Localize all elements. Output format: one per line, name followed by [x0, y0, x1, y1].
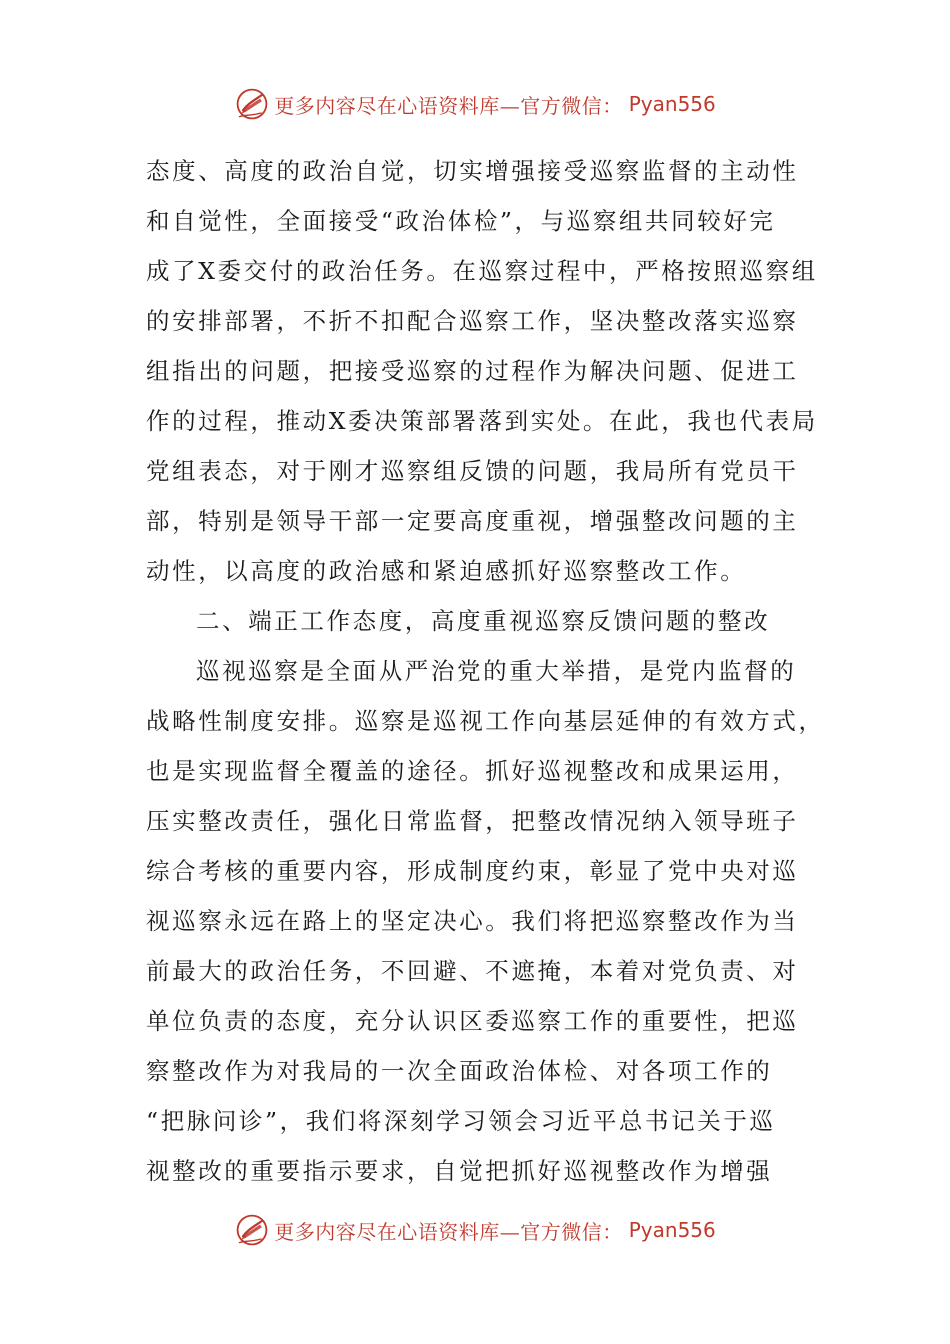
- body-line: 态度、高度的政治自觉，切实增强接受巡察监督的主动性: [146, 157, 799, 185]
- footer-wechat-id: Pyan556: [628, 1218, 716, 1242]
- body-line: 视巡察永远在路上的坚定决心。我们将把巡察整改作为当: [146, 907, 799, 935]
- body-line: 单位负责的态度，充分认识区委巡察工作的重要性，把巡: [146, 1007, 799, 1035]
- body-line: 察整改作为对我局的一次全面政治体检、对各项工作的: [146, 1057, 773, 1085]
- header-banner: [0, 84, 950, 124]
- body-line: 部，特别是领导干部一定要高度重视，增强整改问题的主: [146, 507, 799, 535]
- body-line: 也是实现监督全覆盖的途径。抓好巡视整改和成果运用，: [146, 757, 799, 785]
- pen-logo-icon: [234, 1212, 270, 1248]
- header-banner-text: 更多内容尽在心语资料库—官方微信：: [274, 93, 623, 118]
- paragraph-first-line: 巡视巡察是全面从严治党的重大举措，是党内监督的: [196, 657, 797, 685]
- body-line: 作的过程，推动X委决策部署落到实处。在此，我也代表局: [146, 407, 818, 435]
- footer-banner: [0, 1210, 950, 1250]
- body-line: 的安排部署，不折不扣配合巡察工作，坚决整改落实巡察: [146, 307, 799, 335]
- footer-banner-text: 更多内容尽在心语资料库—官方微信：: [274, 1219, 623, 1244]
- pen-logo-icon: [234, 86, 270, 122]
- body-line: 战略性制度安排。巡察是巡视工作向基层延伸的有效方式，: [146, 707, 825, 735]
- body-line: “把脉问诊”，我们将深刻学习领会习近平总书记关于巡: [146, 1107, 776, 1135]
- body-line: 组指出的问题，把接受巡察的过程作为解决问题、促进工: [146, 357, 799, 385]
- body-line: 综合考核的重要内容，形成制度约束，彰显了党中央对巡: [146, 857, 799, 885]
- header-wechat-id: Pyan556: [628, 92, 716, 116]
- body-line: 党组表态，对于刚才巡察组反馈的问题，我局所有党员干: [146, 457, 799, 485]
- body-line: 成了X委交付的政治任务。在巡察过程中，严格按照巡察组: [146, 257, 818, 285]
- body-line: 视整改的重要指示要求，自觉把抓好巡视整改作为增强: [146, 1157, 773, 1185]
- document-body: [146, 146, 825, 1196]
- body-line: 前最大的政治任务，不回避、不遮掩，本着对党负责、对: [146, 957, 799, 985]
- body-line: 压实整改责任，强化日常监督，把整改情况纳入领导班子: [146, 807, 799, 835]
- body-line: 动性，以高度的政治感和紧迫感抓好巡察整改工作。: [146, 557, 747, 585]
- section-heading: 二、端正工作态度，高度重视巡察反馈问题的整改: [196, 607, 771, 635]
- body-line: 和自觉性，全面接受“政治体检”，与巡察组共同较好完: [146, 207, 776, 235]
